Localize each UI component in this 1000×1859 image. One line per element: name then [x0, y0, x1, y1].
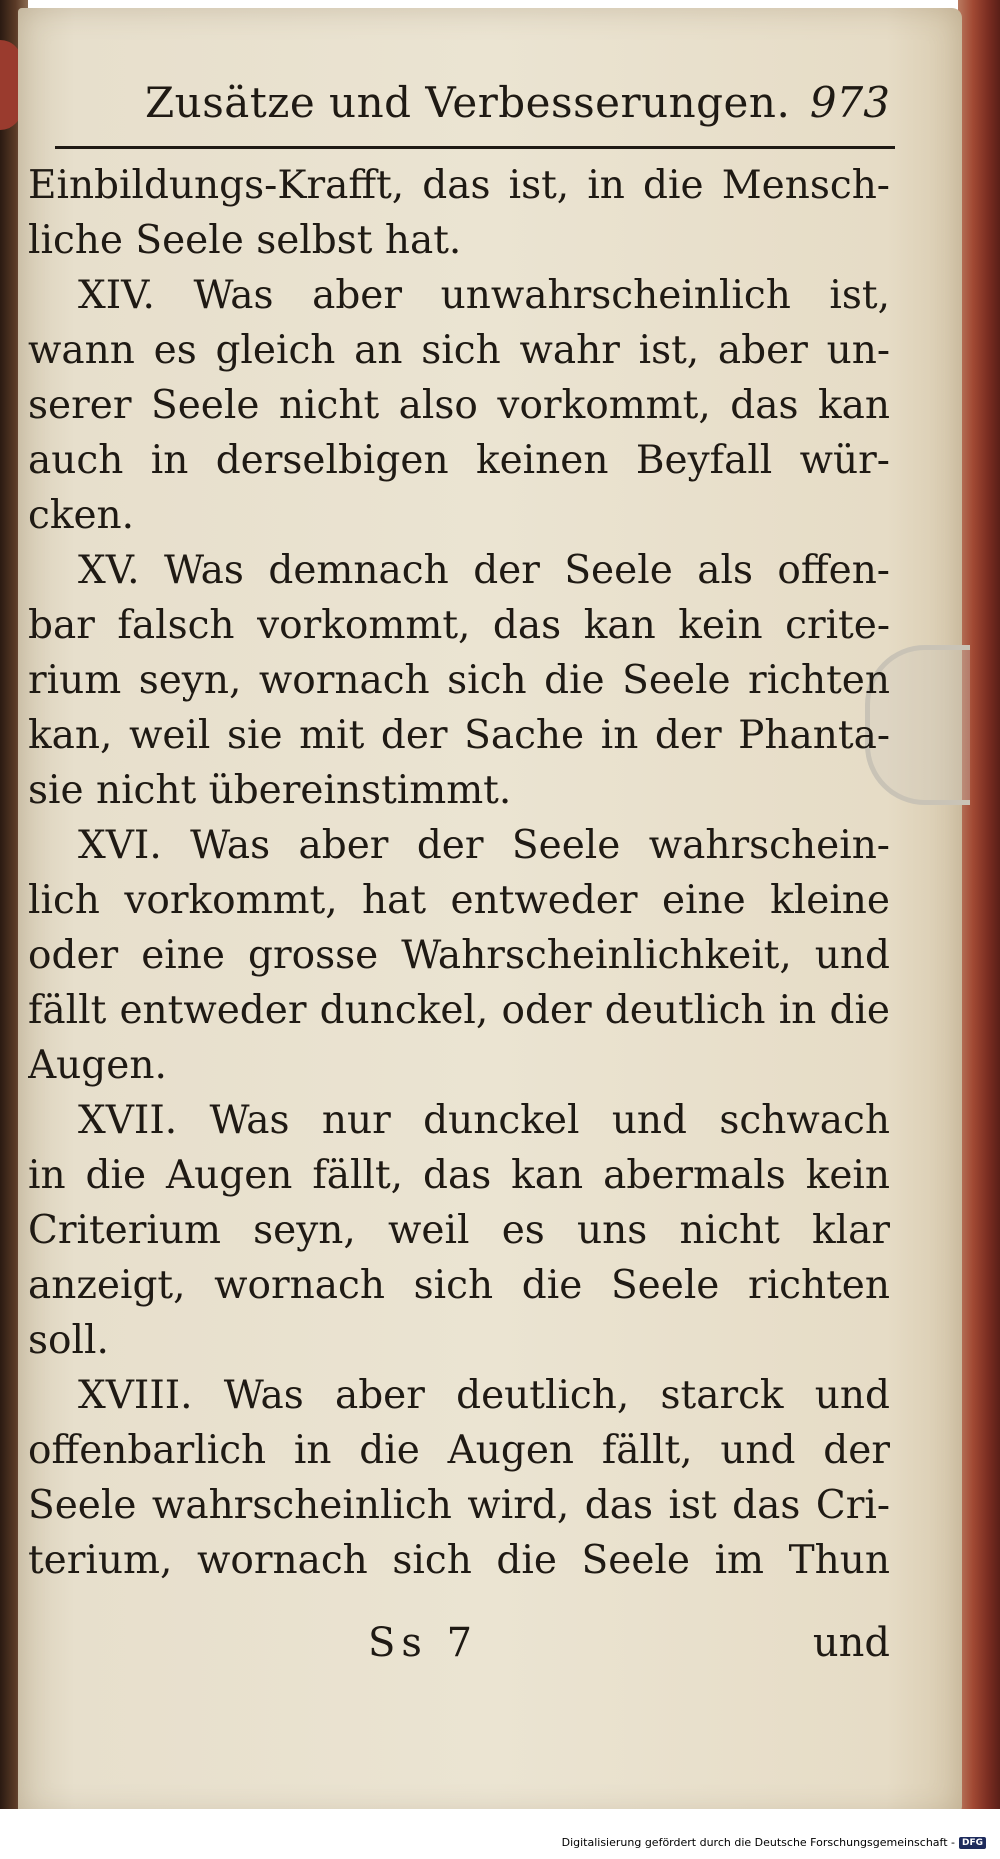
text-line: liche Seele selbst hat.: [28, 218, 462, 263]
text-line: wann es gleich an sich wahr ist, aber un-: [28, 328, 890, 373]
digitization-credit: [562, 1836, 986, 1849]
text-line: auch in derselbigen keinen Beyfall wür-: [28, 438, 890, 483]
bottom-margin: [0, 1809, 1000, 1859]
text-line: fällt entweder dunckel, oder deutlich in die: [28, 988, 890, 1033]
text-line: XVII. Was nur dunckel und schwach: [78, 1098, 890, 1143]
text-line: Criterium seyn, weil es uns nicht klar: [28, 1208, 890, 1253]
header-rule: [55, 146, 895, 149]
text-line: Augen.: [28, 1043, 167, 1088]
text-line: XVIII. Was aber deutlich, starck und: [78, 1373, 890, 1418]
catchword: und: [812, 1620, 890, 1666]
text-line: serer Seele nicht also vorkommt, das kan: [28, 383, 890, 428]
text-line: kan, weil sie mit der Sache in der Phanta-: [28, 713, 890, 758]
dfg-logo: DFG: [959, 1837, 986, 1849]
signature-mark: Ss 7: [368, 1620, 479, 1666]
page-number: 973: [809, 78, 890, 127]
text-line: terium, wornach sich die Seele im Thun: [28, 1538, 890, 1583]
text-line: Einbildungs-Krafft, das ist, in die Mensch-: [28, 163, 890, 208]
text-line: oder eine grosse Wahrscheinlichkeit, und: [28, 933, 890, 978]
text-line: sie nicht übereinstimmt.: [28, 768, 512, 813]
body-text: [28, 158, 890, 1588]
text-line: XV. Was demnach der Seele als offen-: [78, 548, 890, 593]
text-line: rium seyn, wornach sich die Seele richten: [28, 658, 890, 703]
text-line: anzeigt, wornach sich die Seele richten: [28, 1263, 890, 1308]
text-line: in die Augen fällt, das kan abermals kein: [28, 1153, 890, 1198]
text-line: lich vorkommt, hat entweder eine kleine: [28, 878, 890, 923]
running-head: Zusätze und Verbesserungen.: [145, 78, 791, 127]
text-line: XVI. Was aber der Seele wahrschein-: [78, 823, 890, 868]
page-header: [145, 78, 890, 138]
text-line: XIV. Was aber unwahrscheinlich ist,: [78, 273, 890, 318]
credit-text: Digitalisierung gefördert durch die Deutsche Forschungsgemeinschaft -: [561, 1836, 955, 1849]
text-line: bar falsch vorkommt, das kan kein crite-: [28, 603, 890, 648]
text-line: offenbarlich in die Augen fällt, und der: [28, 1428, 890, 1473]
text-line: Seele wahrscheinlich wird, das ist das Cri-: [28, 1483, 890, 1528]
page-fore-edge: [958, 0, 1000, 1810]
text-line: soll.: [28, 1318, 109, 1363]
text-line: cken.: [28, 493, 135, 538]
page-footer: [28, 1620, 890, 1680]
